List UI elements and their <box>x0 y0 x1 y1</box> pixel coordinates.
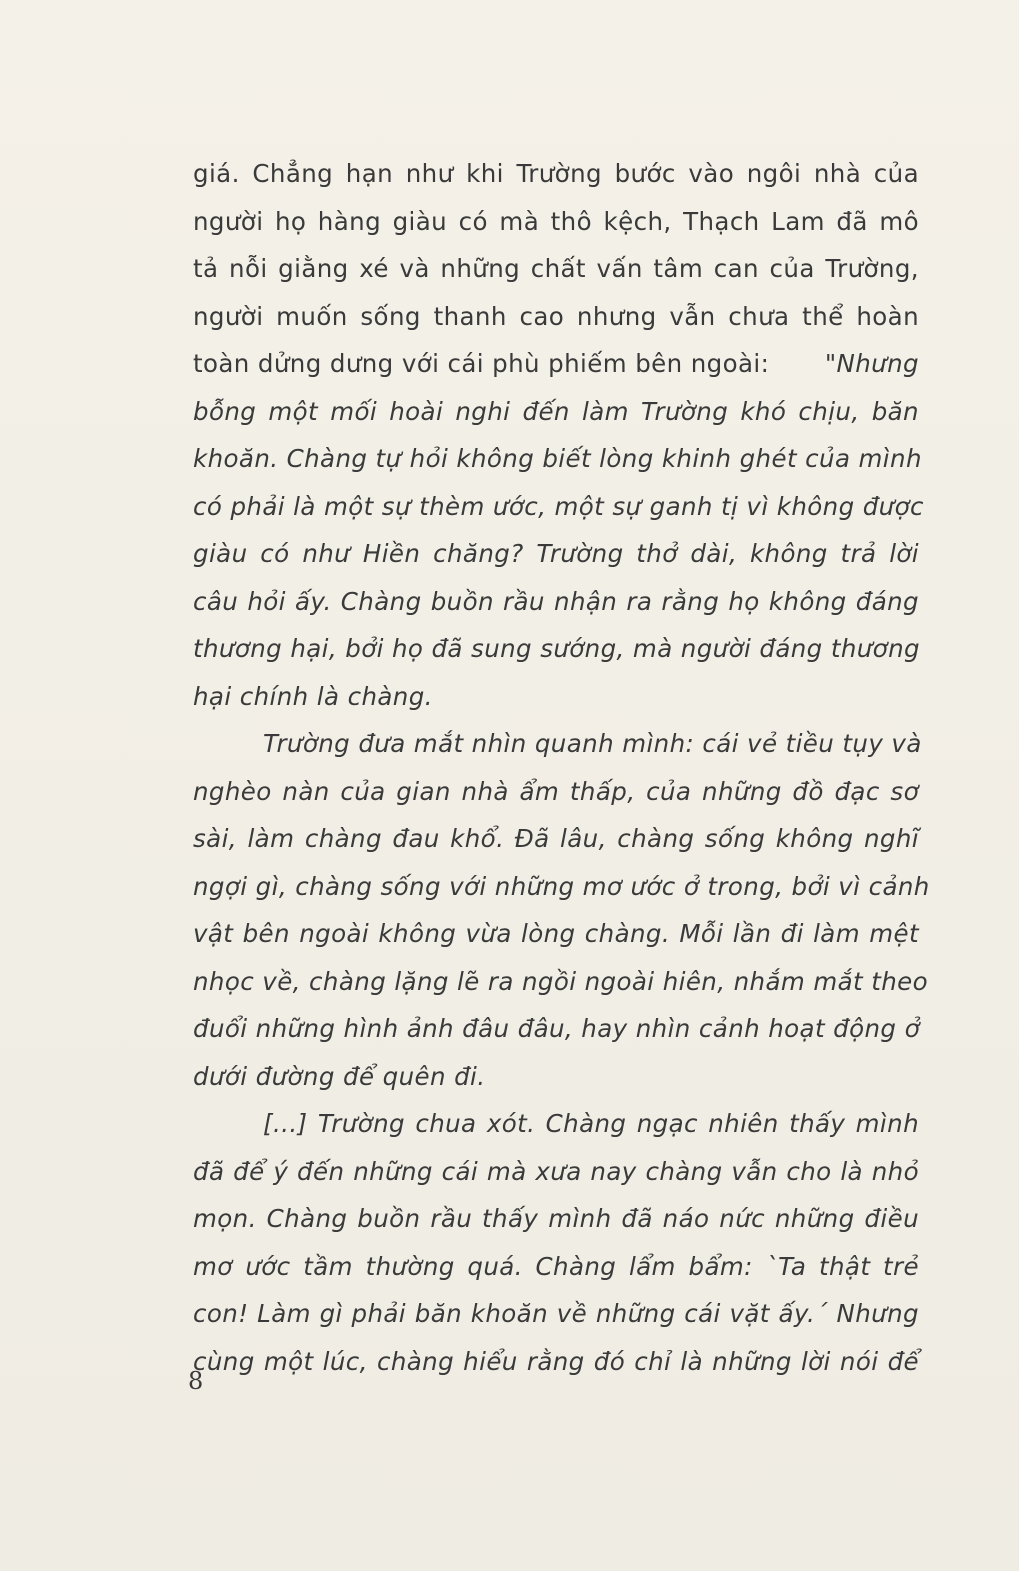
text-line: người họ hàng giàu có mà thô kệch, Thạch Lam đã mô <box>193 206 919 236</box>
text-line: có phải là một sự thèm ước, một sự ganh tị vì không được <box>193 491 924 521</box>
text-segment: toàn dửng dưng với cái phù phiếm bên ngoài: <box>193 349 770 378</box>
text-line: cùng một lúc, chàng hiểu rằng đó chỉ là những lời nói để <box>193 1346 919 1376</box>
text-line: nghèo nàn của gian nhà ẩm thấp, của những đồ đạc sơ <box>193 776 919 806</box>
text-line: con! Làm gì phải băn khoăn về những cái vặt ấy.´ Nhưng <box>193 1299 919 1328</box>
text-line: giá. Chẳng hạn như khi Trường bước vào ngôi nhà của <box>193 159 919 188</box>
text-line: sài, làm chàng đau khổ. Đã lâu, chàng sống không nghĩ <box>193 824 919 853</box>
text-line: mọn. Chàng buồn rầu thấy mình đã náo nức những điều <box>193 1204 919 1233</box>
text-line-mixed <box>193 340 919 388</box>
text-line: giàu có như Hiền chăng? Trường thở dài, không trả lời <box>193 539 919 568</box>
text-line: dưới đường để quên đi. <box>193 1061 486 1091</box>
paragraph-first-line: [...] Trường chua xót. Chàng ngạc nhiên thấy mình <box>263 1109 919 1138</box>
text-line: người muốn sống thanh cao nhưng vẫn chưa thể hoàn <box>193 301 919 331</box>
text-line: câu hỏi ấy. Chàng buồn rầu nhận ra rằng họ không đáng <box>193 586 919 616</box>
text-line: hại chính là chàng. <box>193 681 433 711</box>
text-line: tả nỗi giằng xé và những chất vấn tâm can của Trường, <box>193 254 919 283</box>
text-line: bỗng một mối hoài nghi đến làm Trường khó chịu, băn <box>193 396 919 426</box>
page-number: 8 <box>188 1367 204 1395</box>
text-line: mơ ước tầm thường quá. Chàng lẩm bẩm: `Ta thật trẻ <box>193 1251 919 1281</box>
text-line: thương hại, bởi họ đã sung sướng, mà người đáng thương <box>193 634 920 663</box>
text-line: ngợi gì, chàng sống với những mơ ước ở trong, bởi vì cảnh <box>193 871 930 901</box>
text-line: đã để ý đến những cái mà xưa nay chàng vẫn cho là nhỏ <box>193 1156 919 1186</box>
text-line: nhọc về, chàng lặng lẽ ra ngồi ngoài hiên, nhắm mắt theo <box>193 966 929 996</box>
body-text <box>193 150 930 1385</box>
text-line: khoăn. Chàng tự hỏi không biết lòng khinh ghét của mình <box>193 444 922 473</box>
paragraph-first-line: Trường đưa mắt nhìn quanh mình: cái vẻ tiều tụy và <box>263 729 922 758</box>
text-line: vật bên ngoài không vừa lòng chàng. Mỗi lần đi làm mệt <box>193 919 919 948</box>
quote-start-segment: "Nhưng <box>824 349 919 378</box>
text-line: đuổi những hình ảnh đâu đâu, hay nhìn cảnh hoạt động ở <box>193 1014 920 1043</box>
